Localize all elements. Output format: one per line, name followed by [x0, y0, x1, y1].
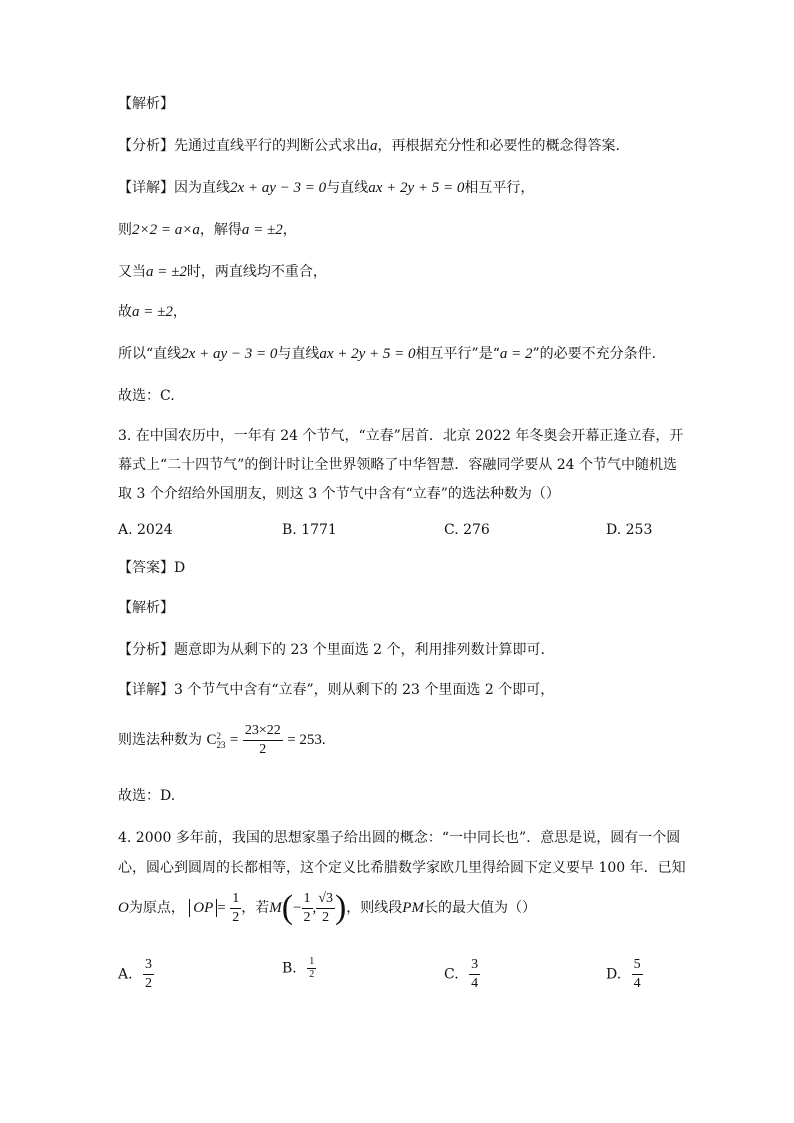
line1-equation: 2x + ay − 3 = 0: [230, 180, 327, 196]
step3-text-a: 又当: [118, 264, 146, 280]
block1-answer: 故选：C.: [118, 388, 175, 404]
fenxi-text-b: ，再根据充分性和必要性的概念得答案.: [377, 138, 620, 154]
xiangjie-text-b: 与直线: [326, 180, 369, 196]
daan-value: D: [174, 560, 186, 576]
point-m: M: [269, 900, 282, 916]
combination-symbol: C 2 23: [206, 730, 226, 750]
m-x-fraction: $\frac{1}{2}$: [303, 890, 311, 925]
q3-line-3: 取 3 个介绍给外国朋友，则这 3 个节气中含有“立春”的选法种数为（）: [118, 486, 560, 502]
step2-text-b: ，解得: [199, 222, 242, 238]
jiexi-tag: 【解析】: [118, 96, 174, 112]
q3-calc-line: 则选法种数为 C 2 23 = $\frac{23\times 22}{2}$ = 253.: [118, 722, 326, 757]
xiangjie-text-c: 相互平行，: [464, 180, 535, 196]
q3-fenxi-tag: 【分析】: [118, 642, 174, 658]
q4-option-c: C. $\frac{3}{4}$: [444, 957, 479, 991]
q4-line-2: 心，圆心到圆周的长都相等，这个定义比希腊数学家欧几里得给圆下定义要早 100 年．已知: [118, 860, 686, 876]
q4-line-1: 4. 2000 多年前，我国的思想家墨子给出圆的概念：“一中同长也”．意思是说，圆有一个圆: [118, 830, 681, 846]
xiangjie-tag: 【详解】: [118, 180, 174, 196]
jiexi-heading: [118, 94, 174, 114]
step5-line: [118, 344, 656, 364]
q4-l3-text-b: ，若: [241, 900, 270, 916]
op-abs: OP: [189, 899, 217, 917]
q4-option-a: A. $\frac{3}{2}$: [118, 957, 153, 991]
fenxi-text-a: 先通过直线平行的判断公式求出: [174, 138, 370, 154]
q4-l3-text-d: 长的最大值为（）: [423, 900, 536, 916]
step4-equation: a = ±2: [132, 304, 173, 320]
q3-jiexi-heading: [118, 598, 174, 618]
q3-option-b: B. 1771: [282, 522, 337, 538]
q3-fenxi-text: 题意即为从剩下的 23 个里面选 2 个，利用排列数计算即可.: [174, 642, 545, 658]
step5-equation-3: a = 2: [499, 346, 533, 362]
q4-l3-text-a: 为原点，: [128, 900, 185, 916]
line2-equation: ax + 2y + 5 = 0: [368, 180, 465, 196]
xiangjie-text-a: 因为直线: [174, 180, 230, 196]
q3-xiangjie-tag: 【详解】: [118, 682, 174, 698]
fenxi-tag: 【分析】: [118, 138, 174, 154]
q3-option-c: C. 276: [444, 522, 490, 538]
fenxi-line: [118, 136, 620, 156]
step4-line: [118, 302, 187, 322]
m-y-fraction: $\frac{√3}{2}$: [318, 890, 333, 925]
q3-jiexi-tag: 【解析】: [118, 600, 174, 616]
half-fraction: $\frac{1}{2}$: [232, 890, 240, 925]
segment-pm: PM: [402, 900, 424, 916]
step5-text-c: 相互平行”是“: [415, 346, 500, 362]
step2-line: [118, 220, 297, 240]
q3-xiangjie-line: [118, 680, 554, 700]
step2-text-c: ，: [282, 222, 297, 238]
q3-line-1: 3. 在中国农历中，一年有 24 个节气，“立春”居首．北京 2022 年冬奥会开幕正逢立春，开: [118, 428, 684, 444]
q4-l3-eq: =: [217, 900, 226, 916]
q3-calc-fraction: $\frac{23\times 22}{2}$: [244, 722, 281, 757]
xiangjie-line: [118, 178, 534, 198]
q4-l3-text-c: ，则线段: [346, 900, 403, 916]
q3-line-2: 幕式上“二十四节气”的倒计时让全世界领略了中华智慧．容融同学要从 24 个节气中随机选: [118, 457, 678, 473]
step5-equation-1: 2x + ay − 3 = 0: [181, 346, 278, 362]
step5-text-a: 所以“直线: [118, 346, 182, 362]
step4-text-a: 故: [118, 304, 132, 320]
step3-text-b: 时，两直线均不重合，: [186, 264, 327, 280]
step5-text-b: 与直线: [277, 346, 320, 362]
q3-calc-result: = 253.: [287, 732, 326, 748]
q3-final-answer: 故选：D.: [118, 788, 176, 804]
step2-solution: a = ±2: [241, 222, 283, 238]
origin-o: O: [118, 900, 129, 916]
fenxi-var: a: [370, 138, 378, 154]
step5-equation-2: ax + 2y + 5 = 0: [319, 346, 416, 362]
step2-text-a: 则: [118, 222, 132, 238]
q4-option-b: B. $\frac{1}{2}$: [282, 956, 315, 980]
q4-option-d: D. $\frac{5}{4}$: [606, 957, 641, 991]
step3-equation: a = ±2: [146, 264, 187, 280]
step3-line: [118, 262, 327, 282]
step2-equation: 2×2 = a×a: [132, 222, 200, 238]
daan-tag: 【答案】: [118, 560, 174, 576]
q4-line-3: O为原点， OP = $\frac{1}{2}$ ，若M(− $\frac{1}{2}$ , $\frac{√3}{2}$ )，则线段PM长的最大值为（）: [118, 889, 536, 926]
q3-calc-text: 则选法种数为: [118, 732, 202, 748]
q3-xiangjie-text: 3 个节气中含有“立春”，则从剩下的 23 个里面选 2 个即可，: [174, 682, 555, 698]
q3-fenxi-line: [118, 640, 545, 660]
step5-text-d: ”的必要不充分条件.: [532, 346, 657, 362]
q3-option-a: A. 2024: [118, 522, 173, 538]
q3-option-d: D. 253: [606, 522, 653, 538]
q3-answer-line: [118, 558, 185, 578]
step4-text-b: ，: [172, 304, 187, 320]
